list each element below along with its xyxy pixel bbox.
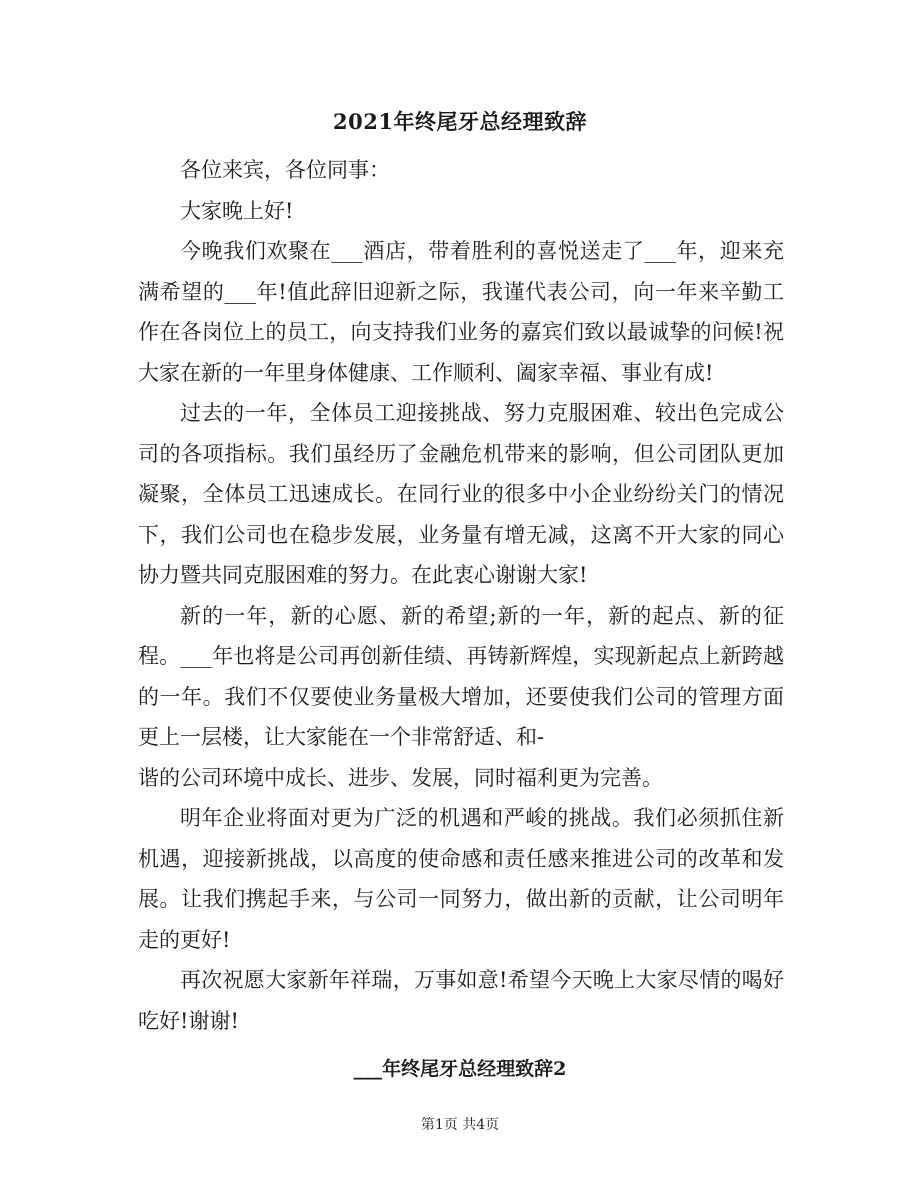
paragraph-greeting: 各位来宾，各位同事： [180,158,390,182]
page-number-footer: 第1页 共4页 [420,1117,500,1133]
paragraph-opening: 今晚我们欢聚在___酒店，带着胜利的喜悦送走了___年，迎来充满希望的___年!值此辞旧迎新之际，我谨代表公司，向一年来辛勤工作在各岗位上的员工，向支持我们业务的嘉宾们致以最诚挚的问候!祝大家在新的一年里身体健康、工作顺利、阖家幸福、事业有成! [138,239,784,385]
paragraph-new-year: 新的一年，新的心愿、新的希望;新的一年，新的起点、新的征程。___年也将是公司再创新佳绩、再铸新辉煌，实现新起点上新跨越的一年。我们不仅要使业务量极大增加，还要使我们公司的管理方面更上一层楼，让大家能在一个非常舒适、和- [138,603,784,749]
paragraph-past-year: 过去的一年，全体员工迎接挑战、努力克服困难、较出色完成公司的各项指标。我们虽经历了金融危机带来的影响，但公司团队更加凝聚，全体员工迅速成长。在同行业的很多中小企业纷纷关门的情况下，我们公司也在稳步发展，业务量有增无减，这离不开大家的同心协力暨共同克服困难的努力。在此衷心谢谢大家! [138,401,784,587]
section-subtitle: ___年终尾牙总经理致辞2 [353,1058,567,1080]
paragraph-closing: 再次祝愿大家新年祥瑞，万事如意!希望今天晚上大家尽情的喝好吃好!谢谢! [138,968,784,1033]
paragraph-next-year: 明年企业将面对更为广泛的机遇和严峻的挑战。我们必须抓住新机遇，迎接新挑战，以高度的使命感和责任感来推进公司的改革和发展。让我们携起手来，与公司一同努力，做出新的贡献，让公司明年走的更好! [138,806,784,952]
document-title: 2021年终尾牙总经理致辞 [333,109,587,134]
paragraph-new-year-continued: 谐的公司环境中成长、进步、发展，同时福利更为完善。 [138,765,663,790]
paragraph-good-evening: 大家晚上好! [180,198,294,223]
document-body [138,150,784,1041]
